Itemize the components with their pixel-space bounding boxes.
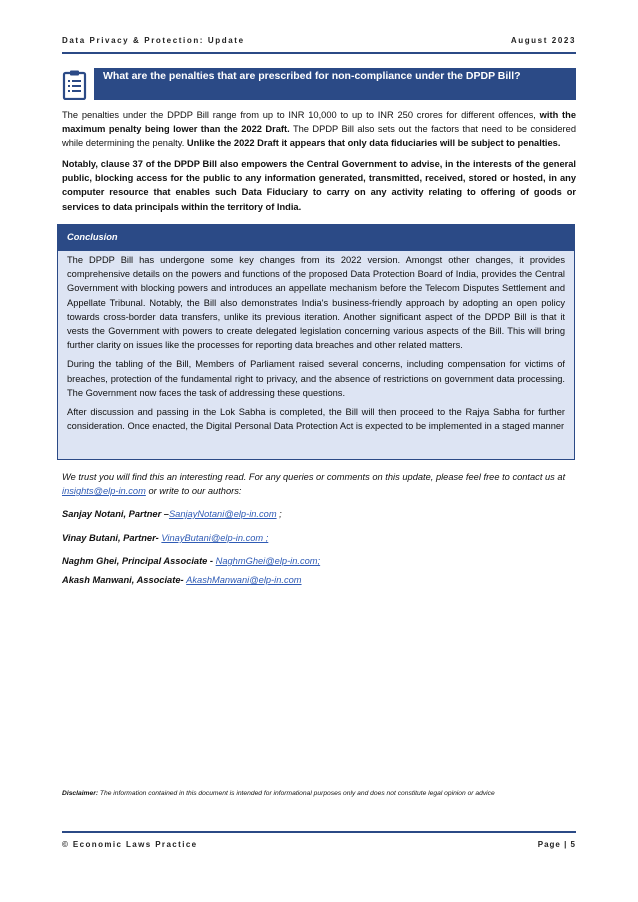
penalties-text-1: The penalties under the DPDP Bill range from up to INR 10,000 to up to INR 250 crores for different offences, xyxy=(62,110,540,120)
author-row xyxy=(62,573,576,587)
checklist-icon xyxy=(62,70,88,100)
footer-copyright: © Economic Laws Practice xyxy=(62,840,198,849)
page-footer xyxy=(62,840,576,849)
conclusion-box xyxy=(57,224,575,460)
conclusion-body xyxy=(58,251,574,433)
conclusion-paragraph-1: The DPDP Bill has undergone some key changes from its 2022 version. Amongst other changes, it provides comprehensive details on the powers and functions of the proposed Data Protection Board of India, provides the Central Government with blocking powers and introduces an appellate mechanism before the Telecom Disputes Settlement and Appellate Tribunal. Notably, the Bill also demonstrates India's business-friendly approach by adopting an open policy towards cross-border data transfers, unlike its previous iteration. Another significant aspect of the DPDP Bill is that it vests the Government with powers to create delegated legislation concerning various aspects of the Bill. This will bring further clarity on issues like the processes for reporting data breaches and other related matters. xyxy=(67,255,565,351)
author-row xyxy=(62,554,576,568)
penalties-paragraph xyxy=(62,108,576,151)
penalties-bold-1: with the maximum penalty being lower than the 2022 Draft. xyxy=(62,110,577,135)
author-row xyxy=(62,507,576,521)
closing-text-2: or write to our authors: xyxy=(145,486,242,497)
conclusion-paragraph-3: After discussion and passing in the Lok Sabha is completed, the Bill will then proceed to the Rajya Sabha for further consideration. Once enacted, the Digital Personal Data Protection Act is expected to be implemented in a staged manner xyxy=(67,407,565,432)
insights-email-link[interactable]: insights@elp-in.com xyxy=(62,486,146,497)
author-name: Naghm Ghei, Principal Associate - xyxy=(62,556,216,566)
author-row xyxy=(62,531,576,545)
question-banner xyxy=(62,68,576,100)
author-name: Akash Manwani, Associate- xyxy=(62,575,187,585)
author-suffix: ; xyxy=(276,509,282,519)
conclusion-heading: Conclusion xyxy=(58,224,574,251)
author-name: Vinay Butani, Partner- xyxy=(62,533,162,543)
page-header xyxy=(62,36,576,45)
penalties-bold-2: Unlike the 2022 Draft it appears that only data fiduciaries will be subject to penalties. xyxy=(186,138,561,149)
author-email-link[interactable]: AkashManwani@elp-in.com xyxy=(186,575,302,585)
header-title: Data Privacy & Protection: Update xyxy=(62,36,245,45)
author-email-link[interactable]: VinayButani@elp-in.com ; xyxy=(161,533,269,543)
question-title: What are the penalties that are prescribed for non-compliance under the DPDP Bill? xyxy=(94,68,576,100)
blocking-paragraph: Notably, clause 37 of the DPDP Bill also empowers the Central Government to advise, in the interests of the general public, blocking access for the public to any information generated, transmitted, received, stored or hosted, in any computer resource that enables such Data Fiduciary to carry on any activity relating to offering of goods or services to data principals within the territory of India. xyxy=(62,159,576,212)
header-date: August 2023 xyxy=(510,36,576,45)
disclaimer xyxy=(62,789,576,799)
author-name: Sanjay Notani, Partner – xyxy=(62,509,169,519)
disclaimer-label: Disclaimer: xyxy=(62,790,99,797)
closing-text-1: We trust you will find this an interesting read. For any queries or comments on this update, please feel free to contact us at xyxy=(62,472,566,482)
footer-divider xyxy=(62,831,576,833)
penalties-text-2: The DPDP Bill also sets out the factors that need to be considered while determining the penalty. xyxy=(62,124,576,149)
closing-note xyxy=(62,470,576,498)
conclusion-paragraph-2: During the tabling of the Bill, Members of Parliament raised several concerns, including compensation for victims of breaches, protection of the fundamental right to privacy, and the absence of restrictions on government data processing. The Government now faces the task of addressing these questions. xyxy=(67,359,565,398)
author-email-link[interactable]: NaghmGhei@elp-in.com; xyxy=(215,556,321,566)
header-divider xyxy=(62,52,576,54)
disclaimer-text: The information contained in this document is intended for informational purposes only and does not constitute legal opinion or advice xyxy=(98,790,495,797)
author-email-link[interactable]: SanjayNotani@elp-in.com xyxy=(168,509,277,519)
page-number: Page | 5 xyxy=(537,840,576,849)
